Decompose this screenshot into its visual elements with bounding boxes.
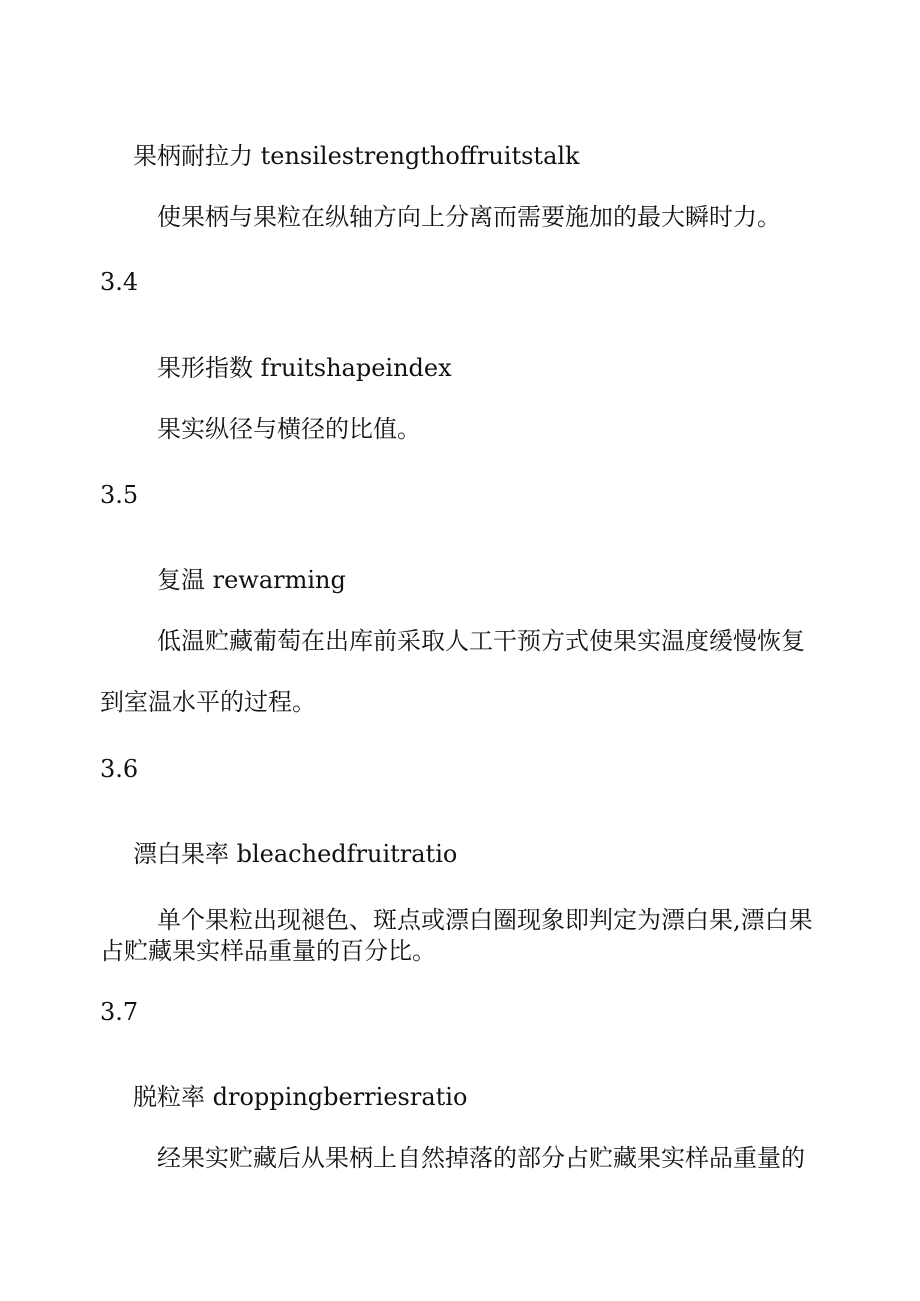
definition-text: 单个果粒出现褪色、斑点或漂白圈现象即判定为漂白果,漂白果	[157, 906, 813, 934]
definition-text: 经果实贮藏后从果柄上自然掉落的部分占贮藏果实样品重量的	[157, 1144, 805, 1172]
section-number: 3.7	[100, 998, 139, 1026]
term-heading: 脱粒率 droppingberriesratio	[133, 1083, 468, 1111]
section-number: 3.6	[100, 755, 139, 783]
term-heading: 果柄耐拉力 tensilestrengthoffruitstalk	[133, 142, 580, 170]
definition-text: 使果柄与果粒在纵轴方向上分离而需要施加的最大瞬时力。	[157, 203, 781, 231]
section-number: 3.4	[100, 268, 139, 296]
term-heading: 漂白果率 bleachedfruitratio	[133, 840, 458, 868]
definition-text-continued: 到室温水平的过程。	[100, 688, 316, 716]
definition-text: 果实纵径与横径的比值。	[157, 415, 421, 443]
definition-text: 低温贮藏葡萄在出库前采取人工干预方式使果实温度缓慢恢复	[157, 627, 805, 655]
definition-text-continued: 占贮藏果实样品重量的百分比。	[100, 937, 436, 965]
term-heading: 复温 rewarming	[157, 566, 346, 594]
section-number: 3.5	[100, 481, 139, 509]
term-heading: 果形指数 fruitshapeindex	[157, 354, 452, 382]
